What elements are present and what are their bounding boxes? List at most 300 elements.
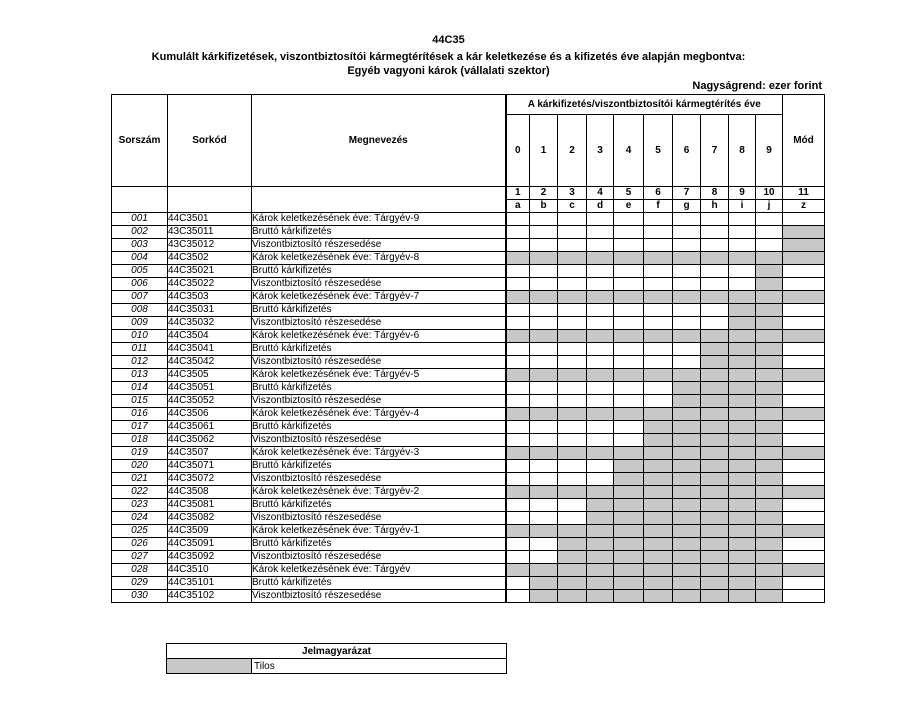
- data-cell[interactable]: [701, 239, 729, 252]
- row-megnevezes: Viszontbiztosító részesedése: [252, 473, 506, 486]
- row-megnevezes: Károk keletkezésének éve: Tárgyév-2: [252, 486, 506, 499]
- forbidden-cell: [756, 499, 783, 512]
- forbidden-cell: [644, 421, 673, 434]
- forbidden-cell: [729, 421, 756, 434]
- forbidden-cell: [673, 512, 701, 525]
- data-cell[interactable]: [587, 239, 614, 252]
- row-megnevezes: Bruttó kárkifizetés: [252, 343, 506, 356]
- data-cell[interactable]: [506, 460, 530, 473]
- header-col-number: 3: [558, 187, 587, 200]
- data-cell[interactable]: [614, 213, 644, 226]
- forbidden-cell: [506, 291, 530, 304]
- data-cell[interactable]: [506, 434, 530, 447]
- data-cell[interactable]: [558, 434, 587, 447]
- header-col-letter: b: [530, 200, 558, 213]
- data-cell[interactable]: [783, 395, 825, 408]
- forbidden-cell: [701, 356, 729, 369]
- data-cell[interactable]: [673, 278, 701, 291]
- row-sorkod: 44C35042: [168, 356, 252, 369]
- data-cell[interactable]: [644, 343, 673, 356]
- data-cell[interactable]: [506, 590, 530, 603]
- row-sorkod: 44C3502: [168, 252, 252, 265]
- forbidden-cell: [756, 460, 783, 473]
- row-sorkod: 44C35062: [168, 434, 252, 447]
- data-cell[interactable]: [506, 577, 530, 590]
- data-cell[interactable]: [530, 213, 558, 226]
- row-sorszam: 002: [112, 226, 168, 239]
- data-cell[interactable]: [783, 551, 825, 564]
- data-cell[interactable]: [644, 356, 673, 369]
- row-megnevezes: Bruttó kárkifizetés: [252, 265, 506, 278]
- data-cell[interactable]: [614, 304, 644, 317]
- header-col-number: 2: [530, 187, 558, 200]
- forbidden-cell: [729, 473, 756, 486]
- data-cell[interactable]: [783, 265, 825, 278]
- table-row: [112, 473, 825, 486]
- forbidden-cell: [756, 421, 783, 434]
- forbidden-cell: [530, 330, 558, 343]
- forbidden-cell: [530, 447, 558, 460]
- data-cell[interactable]: [614, 343, 644, 356]
- data-cell[interactable]: [701, 317, 729, 330]
- forbidden-cell: [729, 343, 756, 356]
- data-cell[interactable]: [506, 499, 530, 512]
- forbidden-cell: [644, 590, 673, 603]
- row-sorszam: 024: [112, 512, 168, 525]
- data-cell[interactable]: [587, 434, 614, 447]
- data-cell[interactable]: [729, 278, 756, 291]
- forbidden-cell: [530, 291, 558, 304]
- data-cell[interactable]: [530, 473, 558, 486]
- data-cell[interactable]: [644, 239, 673, 252]
- data-cell[interactable]: [673, 226, 701, 239]
- data-cell[interactable]: [729, 213, 756, 226]
- data-cell[interactable]: [614, 226, 644, 239]
- row-sorkod: 44C3504: [168, 330, 252, 343]
- data-cell[interactable]: [587, 304, 614, 317]
- data-cell[interactable]: [506, 473, 530, 486]
- data-cell[interactable]: [530, 499, 558, 512]
- row-megnevezes: Károk keletkezésének éve: Tárgyév-6: [252, 330, 506, 343]
- forbidden-cell: [644, 499, 673, 512]
- data-cell[interactable]: [614, 278, 644, 291]
- data-cell[interactable]: [506, 265, 530, 278]
- data-cell[interactable]: [701, 304, 729, 317]
- data-cell[interactable]: [614, 356, 644, 369]
- row-sorszam: 029: [112, 577, 168, 590]
- data-cell[interactable]: [558, 226, 587, 239]
- data-cell[interactable]: [614, 382, 644, 395]
- forbidden-cell: [783, 226, 825, 239]
- data-cell[interactable]: [673, 317, 701, 330]
- row-sorszam: 016: [112, 408, 168, 421]
- data-cell[interactable]: [587, 278, 614, 291]
- data-cell[interactable]: [783, 512, 825, 525]
- data-cell[interactable]: [644, 265, 673, 278]
- forbidden-cell: [729, 291, 756, 304]
- forbidden-cell: [644, 291, 673, 304]
- forbidden-cell: [783, 564, 825, 577]
- data-cell[interactable]: [644, 382, 673, 395]
- forbidden-cell: [558, 447, 587, 460]
- forbidden-cell: [587, 564, 614, 577]
- row-sorszam: 005: [112, 265, 168, 278]
- forbidden-cell: [614, 564, 644, 577]
- forbidden-cell: [729, 538, 756, 551]
- forbidden-cell: [614, 551, 644, 564]
- forbidden-cell: [783, 369, 825, 382]
- data-cell[interactable]: [729, 265, 756, 278]
- data-cell[interactable]: [558, 278, 587, 291]
- forbidden-cell: [756, 473, 783, 486]
- forbidden-cell: [701, 538, 729, 551]
- forbidden-cell: [729, 512, 756, 525]
- forbidden-cell: [756, 525, 783, 538]
- row-sorszam: 014: [112, 382, 168, 395]
- forbidden-cell: [701, 525, 729, 538]
- row-sorkod: 44C35102: [168, 590, 252, 603]
- forbidden-cell: [644, 369, 673, 382]
- unit-label: Nagyságrend: ezer forint: [692, 80, 822, 92]
- row-megnevezes: Viszontbiztosító részesedése: [252, 278, 506, 291]
- forbidden-cell: [783, 252, 825, 265]
- header-mod: Mód: [783, 95, 825, 187]
- row-megnevezes: Bruttó kárkifizetés: [252, 499, 506, 512]
- data-cell[interactable]: [587, 317, 614, 330]
- data-cell[interactable]: [506, 421, 530, 434]
- data-cell[interactable]: [614, 395, 644, 408]
- forbidden-cell: [729, 317, 756, 330]
- header-col-number: 1: [506, 187, 530, 200]
- data-cell[interactable]: [783, 317, 825, 330]
- data-cell[interactable]: [644, 395, 673, 408]
- forbidden-cell: [701, 551, 729, 564]
- data-cell[interactable]: [558, 213, 587, 226]
- row-sorkod: 44C35052: [168, 395, 252, 408]
- data-cell[interactable]: [756, 226, 783, 239]
- data-cell[interactable]: [783, 590, 825, 603]
- forbidden-cell: [756, 538, 783, 551]
- forbidden-cell: [673, 473, 701, 486]
- data-cell[interactable]: [783, 304, 825, 317]
- title-line-1: Kumulált kárkifizetések, viszontbiztosítói kármegtérítések a kár keletkezése és a kifizetés éve alapján megbontva:: [151, 51, 746, 63]
- forbidden-cell: [530, 252, 558, 265]
- data-cell[interactable]: [701, 213, 729, 226]
- data-cell[interactable]: [783, 356, 825, 369]
- row-megnevezes: Károk keletkezésének éve: Tárgyév-9: [252, 213, 506, 226]
- data-cell[interactable]: [756, 213, 783, 226]
- data-cell[interactable]: [614, 421, 644, 434]
- forbidden-cell: [506, 330, 530, 343]
- forbidden-cell: [558, 538, 587, 551]
- forbidden-cell: [614, 512, 644, 525]
- data-cell[interactable]: [614, 317, 644, 330]
- data-cell[interactable]: [783, 499, 825, 512]
- data-cell[interactable]: [673, 213, 701, 226]
- data-cell[interactable]: [558, 304, 587, 317]
- header-year-1: 1: [530, 115, 558, 187]
- data-cell[interactable]: [530, 551, 558, 564]
- data-cell[interactable]: [558, 499, 587, 512]
- data-cell[interactable]: [783, 577, 825, 590]
- data-cell[interactable]: [729, 239, 756, 252]
- data-cell[interactable]: [614, 239, 644, 252]
- forbidden-cell: [644, 447, 673, 460]
- data-cell[interactable]: [530, 538, 558, 551]
- data-cell[interactable]: [587, 382, 614, 395]
- row-megnevezes: Viszontbiztosító részesedése: [252, 512, 506, 525]
- forbidden-cell: [756, 304, 783, 317]
- data-cell[interactable]: [530, 512, 558, 525]
- data-cell[interactable]: [701, 265, 729, 278]
- data-cell[interactable]: [506, 356, 530, 369]
- row-megnevezes: Bruttó kárkifizetés: [252, 577, 506, 590]
- forbidden-cell: [673, 330, 701, 343]
- forbidden-cell: [558, 590, 587, 603]
- forbidden-cell: [756, 434, 783, 447]
- data-cell[interactable]: [783, 421, 825, 434]
- forbidden-cell: [673, 395, 701, 408]
- row-sorkod: 44C35082: [168, 512, 252, 525]
- row-sorkod: 44C3503: [168, 291, 252, 304]
- data-cell[interactable]: [558, 473, 587, 486]
- forbidden-cell: [614, 486, 644, 499]
- row-sorszam: 012: [112, 356, 168, 369]
- forbidden-cell: [673, 434, 701, 447]
- forbidden-cell: [530, 564, 558, 577]
- data-cell[interactable]: [783, 460, 825, 473]
- row-sorszam: 021: [112, 473, 168, 486]
- data-cell[interactable]: [530, 343, 558, 356]
- forbidden-cell: [756, 486, 783, 499]
- row-sorszam: 023: [112, 499, 168, 512]
- header-year-9: 9: [756, 115, 783, 187]
- forbidden-cell: [783, 447, 825, 460]
- data-cell[interactable]: [506, 343, 530, 356]
- forbidden-cell: [729, 252, 756, 265]
- forbidden-cell: [558, 525, 587, 538]
- data-cell[interactable]: [530, 226, 558, 239]
- header-col-letter: a: [506, 200, 530, 213]
- data-cell[interactable]: [530, 278, 558, 291]
- forbidden-cell: [587, 551, 614, 564]
- forbidden-cell: [673, 382, 701, 395]
- data-cell[interactable]: [701, 278, 729, 291]
- data-cell[interactable]: [530, 265, 558, 278]
- row-megnevezes: Viszontbiztosító részesedése: [252, 551, 506, 564]
- data-cell[interactable]: [783, 538, 825, 551]
- table-row: [112, 460, 825, 473]
- forbidden-cell: [701, 421, 729, 434]
- forbidden-cell: [783, 239, 825, 252]
- table-row: [112, 577, 825, 590]
- forbidden-cell: [673, 460, 701, 473]
- row-sorszam: 026: [112, 538, 168, 551]
- forbidden-cell: [756, 291, 783, 304]
- data-cell[interactable]: [506, 551, 530, 564]
- data-cell[interactable]: [587, 421, 614, 434]
- table-row: [112, 226, 825, 239]
- forbidden-cell: [756, 564, 783, 577]
- data-cell[interactable]: [558, 239, 587, 252]
- row-sorkod: 44C35061: [168, 421, 252, 434]
- data-cell[interactable]: [506, 512, 530, 525]
- row-sorkod: 44C35022: [168, 278, 252, 291]
- forbidden-cell: [701, 408, 729, 421]
- row-megnevezes: Károk keletkezésének éve: Tárgyév: [252, 564, 506, 577]
- forbidden-cell: [756, 278, 783, 291]
- header-year-8: 8: [729, 115, 756, 187]
- data-cell[interactable]: [673, 265, 701, 278]
- data-cell[interactable]: [506, 317, 530, 330]
- data-cell[interactable]: [506, 538, 530, 551]
- table-row: [112, 551, 825, 564]
- forbidden-cell: [756, 356, 783, 369]
- data-cell[interactable]: [506, 213, 530, 226]
- forbidden-cell: [530, 408, 558, 421]
- data-cell[interactable]: [558, 343, 587, 356]
- data-cell[interactable]: [506, 278, 530, 291]
- forbidden-cell: [644, 577, 673, 590]
- data-cell[interactable]: [783, 343, 825, 356]
- data-cell[interactable]: [530, 460, 558, 473]
- data-cell[interactable]: [783, 382, 825, 395]
- data-cell[interactable]: [783, 213, 825, 226]
- forbidden-cell: [558, 486, 587, 499]
- data-cell[interactable]: [673, 304, 701, 317]
- header-blank-cell: [112, 187, 168, 200]
- header-col-letter: i: [729, 200, 756, 213]
- forbidden-cell: [530, 590, 558, 603]
- data-cell[interactable]: [506, 382, 530, 395]
- header-blank-cell: [252, 187, 506, 200]
- data-cell[interactable]: [587, 356, 614, 369]
- data-cell[interactable]: [530, 395, 558, 408]
- forbidden-cell: [729, 408, 756, 421]
- forbidden-cell: [783, 486, 825, 499]
- data-cell[interactable]: [558, 395, 587, 408]
- data-cell[interactable]: [530, 317, 558, 330]
- row-sorszam: 018: [112, 434, 168, 447]
- data-cell[interactable]: [644, 317, 673, 330]
- header-col-letter: f: [644, 200, 673, 213]
- data-cell[interactable]: [558, 382, 587, 395]
- data-cell[interactable]: [530, 382, 558, 395]
- data-table: [111, 94, 825, 603]
- data-cell[interactable]: [614, 265, 644, 278]
- data-cell[interactable]: [558, 317, 587, 330]
- data-cell[interactable]: [530, 421, 558, 434]
- data-cell[interactable]: [530, 239, 558, 252]
- data-cell[interactable]: [644, 226, 673, 239]
- row-megnevezes: Viszontbiztosító részesedése: [252, 590, 506, 603]
- header-blank-cell: [112, 200, 168, 213]
- data-cell[interactable]: [587, 226, 614, 239]
- data-cell[interactable]: [783, 434, 825, 447]
- row-sorszam: 008: [112, 304, 168, 317]
- forbidden-cell: [644, 460, 673, 473]
- data-cell[interactable]: [558, 356, 587, 369]
- data-cell[interactable]: [701, 226, 729, 239]
- data-cell[interactable]: [673, 356, 701, 369]
- forbidden-cell: [614, 252, 644, 265]
- forbidden-cell: [783, 330, 825, 343]
- data-cell[interactable]: [756, 239, 783, 252]
- row-sorkod: 44C35072: [168, 473, 252, 486]
- data-cell[interactable]: [558, 460, 587, 473]
- data-cell[interactable]: [530, 356, 558, 369]
- row-sorszam: 004: [112, 252, 168, 265]
- forbidden-cell: [587, 447, 614, 460]
- data-cell[interactable]: [558, 512, 587, 525]
- data-cell[interactable]: [530, 434, 558, 447]
- table-row: [112, 356, 825, 369]
- forbidden-cell: [673, 538, 701, 551]
- forbidden-cell: [729, 551, 756, 564]
- data-cell[interactable]: [644, 278, 673, 291]
- data-cell[interactable]: [558, 421, 587, 434]
- forbidden-cell: [729, 460, 756, 473]
- row-sorszam: 019: [112, 447, 168, 460]
- data-cell[interactable]: [506, 226, 530, 239]
- data-cell[interactable]: [644, 213, 673, 226]
- data-cell[interactable]: [673, 239, 701, 252]
- forbidden-cell: [701, 252, 729, 265]
- data-cell[interactable]: [530, 304, 558, 317]
- forbidden-cell: [729, 395, 756, 408]
- forbidden-cell: [756, 590, 783, 603]
- forbidden-cell: [506, 486, 530, 499]
- forbidden-cell: [673, 252, 701, 265]
- table-row: [112, 330, 825, 343]
- data-cell[interactable]: [783, 473, 825, 486]
- forbidden-cell: [756, 343, 783, 356]
- table-row: [112, 564, 825, 577]
- header-col-letter: j: [756, 200, 783, 213]
- data-cell[interactable]: [587, 343, 614, 356]
- data-cell[interactable]: [783, 278, 825, 291]
- data-cell[interactable]: [558, 265, 587, 278]
- row-sorszam: 009: [112, 317, 168, 330]
- data-cell[interactable]: [587, 473, 614, 486]
- table-row: [112, 343, 825, 356]
- data-cell[interactable]: [644, 304, 673, 317]
- forbidden-cell: [756, 252, 783, 265]
- data-cell[interactable]: [506, 304, 530, 317]
- forbidden-cell: [673, 564, 701, 577]
- data-cell[interactable]: [673, 343, 701, 356]
- data-cell[interactable]: [614, 434, 644, 447]
- data-cell[interactable]: [587, 265, 614, 278]
- row-sorszam: 027: [112, 551, 168, 564]
- table-row: [112, 317, 825, 330]
- data-cell[interactable]: [587, 395, 614, 408]
- data-cell[interactable]: [587, 460, 614, 473]
- forbidden-cell: [530, 525, 558, 538]
- data-cell[interactable]: [506, 239, 530, 252]
- row-megnevezes: Károk keletkezésének éve: Tárgyév-7: [252, 291, 506, 304]
- data-cell[interactable]: [506, 395, 530, 408]
- forbidden-cell: [756, 382, 783, 395]
- table-row: [112, 265, 825, 278]
- header-year-2: 2: [558, 115, 587, 187]
- header-blank-cell: [168, 187, 252, 200]
- header-col-letter: e: [614, 200, 644, 213]
- forbidden-cell: [587, 486, 614, 499]
- table-row: [112, 382, 825, 395]
- data-cell[interactable]: [729, 226, 756, 239]
- data-cell[interactable]: [587, 213, 614, 226]
